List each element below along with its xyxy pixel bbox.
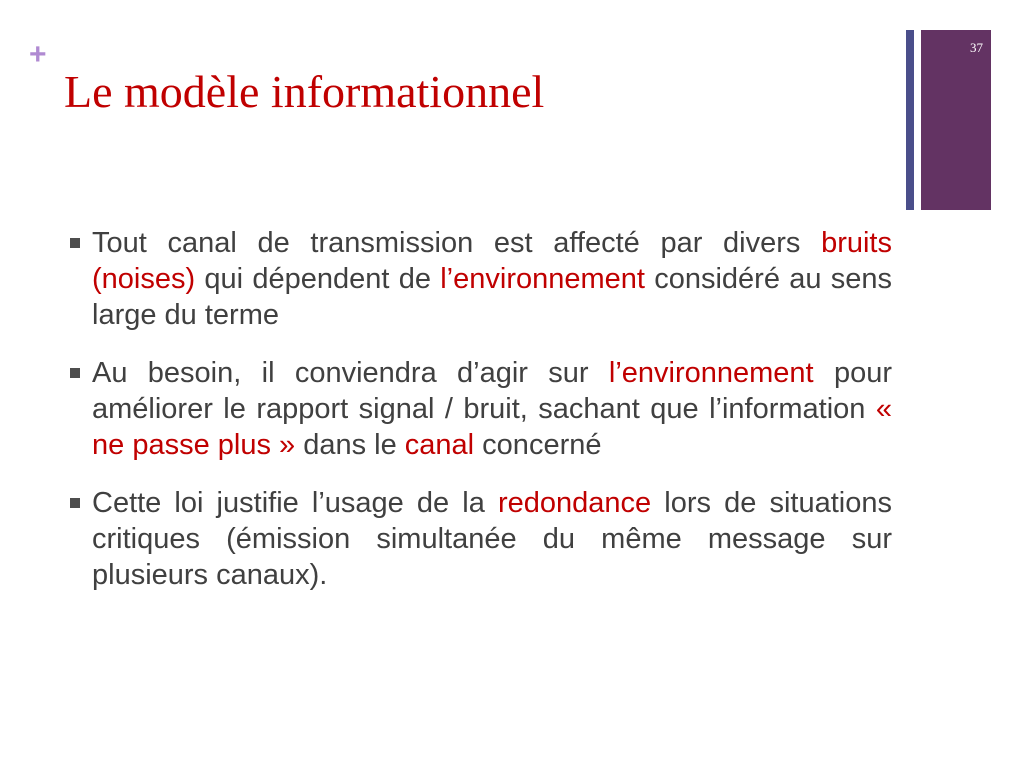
square-bullet-icon [70,238,80,248]
slide-number: 37 [970,40,983,55]
accent-bar [906,30,914,210]
highlight-text: « ne passe plus » [92,393,892,461]
bullet-text: concerné [474,429,602,461]
bullet-text: qui dépendent de [195,263,441,295]
highlight-text: bruits (noises) [92,227,892,295]
bullet-text: lors de situations critiques (émission simultanée du même message sur plusieurs canaux). [92,487,892,591]
bullet-text: Tout canal de transmission est affecté par divers [92,227,822,259]
bullet-item-1 [66,225,892,333]
accent-box [921,30,991,210]
highlight-text: redondance [497,487,652,519]
bullet-item-2 [66,355,892,463]
square-bullet-icon [70,498,80,508]
bullet-text: considéré au sens large du terme [92,263,892,331]
highlight-text: l’environnement [608,357,814,389]
bullet-text: dans le [295,429,405,461]
bullet-text: pour améliorer le rapport signal / bruit, sachant que l’information [92,357,892,425]
slide-title: Le modèle informationnel [64,66,545,117]
highlight-text: l’environnement [440,263,645,295]
bullet-item-3 [66,485,892,593]
square-bullet-icon [70,368,80,378]
plus-icon: + [29,38,47,71]
highlight-text: canal [404,429,475,461]
bullet-list [66,225,892,615]
bullet-text: Au besoin, il conviendra d’agir sur [92,357,609,389]
bullet-text: Cette loi justifie l’usage de la [92,487,498,519]
